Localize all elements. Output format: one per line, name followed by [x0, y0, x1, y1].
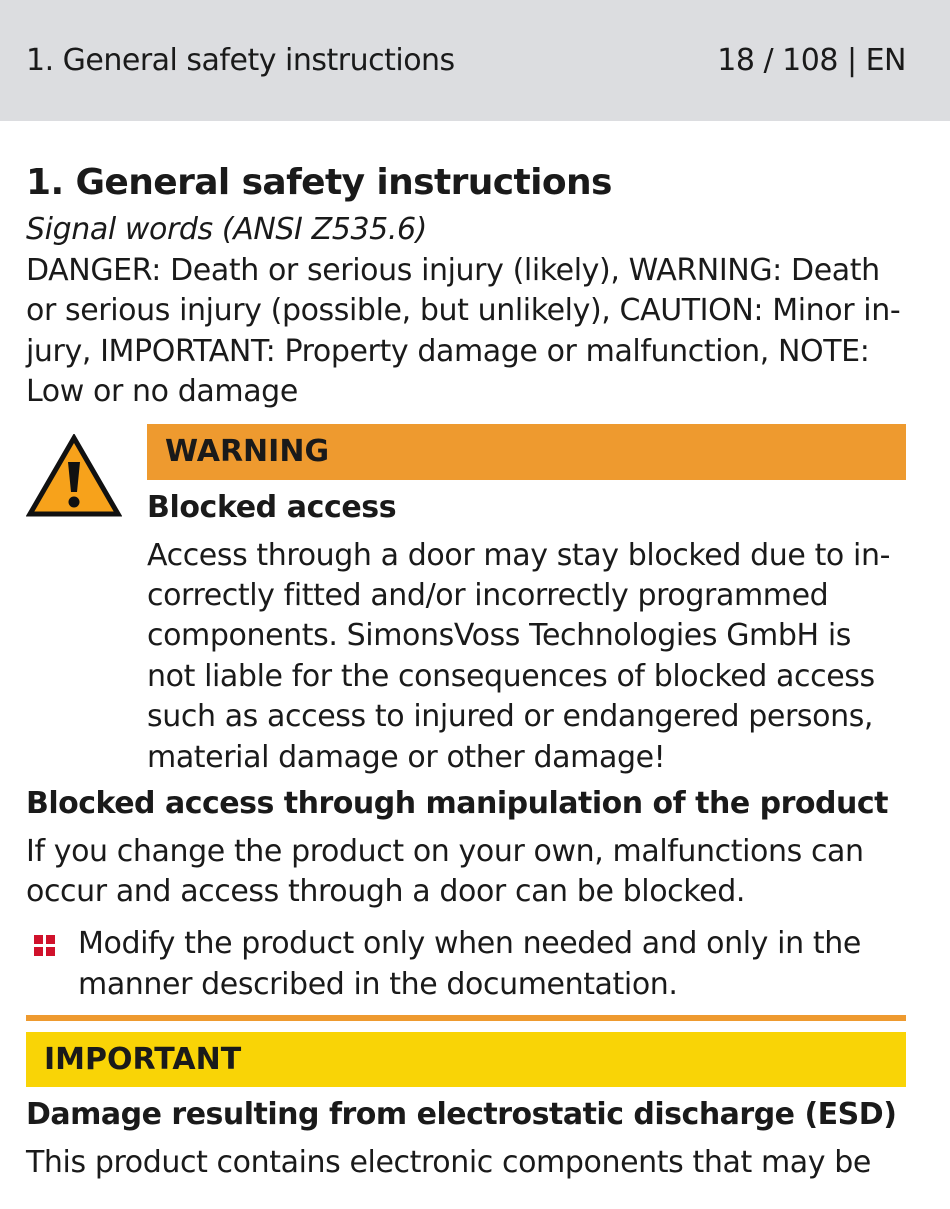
- warning-triangle-icon: [26, 434, 122, 520]
- section-divider: [26, 1015, 906, 1021]
- warning-label: WARNING: [165, 434, 330, 470]
- list-item: [26, 923, 906, 1005]
- important-text: This product contains electronic components that may be: [26, 1144, 871, 1180]
- signal-words-text: DANGER: Death or serious injury (likely), WARNING: Death or serious injury (possible, but unlikely), CAUTION: Minor in-jury, IMPORTANT: Property damage or malfunction, NOTE: Low or no damage: [26, 253, 901, 410]
- important-label-bar: [26, 1032, 906, 1087]
- important-label: IMPORTANT: [44, 1041, 242, 1077]
- warning-body: [147, 424, 906, 778]
- page-header: [0, 0, 950, 121]
- warning-label-bar: [147, 424, 906, 480]
- red-square-bullet-icon: [34, 935, 56, 957]
- document-content: [0, 161, 950, 1183]
- warning-block: [26, 424, 906, 778]
- page-title: 1. General safety instructions: [26, 162, 612, 203]
- warning-subtitle: Blocked access: [147, 489, 397, 525]
- bullet-icon: [26, 923, 78, 1005]
- manipulation-text: If you change the product on your own, malfunctions can occur and access through a door can be blocked.: [26, 834, 864, 910]
- manipulation-heading: Blocked access through manipulation of the product: [26, 786, 888, 822]
- warning-text: Access through a door may stay blocked due to in-correctly fitted and/or incorrectly programmed components. SimonsVoss Technologies GmbH is not liable for the consequences of blocked access such as access to injured or endangered persons, material damage or other damage!: [147, 537, 890, 775]
- important-subtitle: Damage resulting from electrostatic discharge (ESD): [26, 1096, 897, 1132]
- header-section-title: 1. General safety instructions: [26, 43, 455, 78]
- signal-words-title: Signal words (ANSI Z535.6): [26, 212, 427, 247]
- page-indicator: 18 / 108 | EN: [717, 43, 906, 78]
- warning-icon-wrap: [26, 424, 147, 778]
- bullet-text: Modify the product only when needed and only in the manner described in the documentation.: [78, 925, 861, 1002]
